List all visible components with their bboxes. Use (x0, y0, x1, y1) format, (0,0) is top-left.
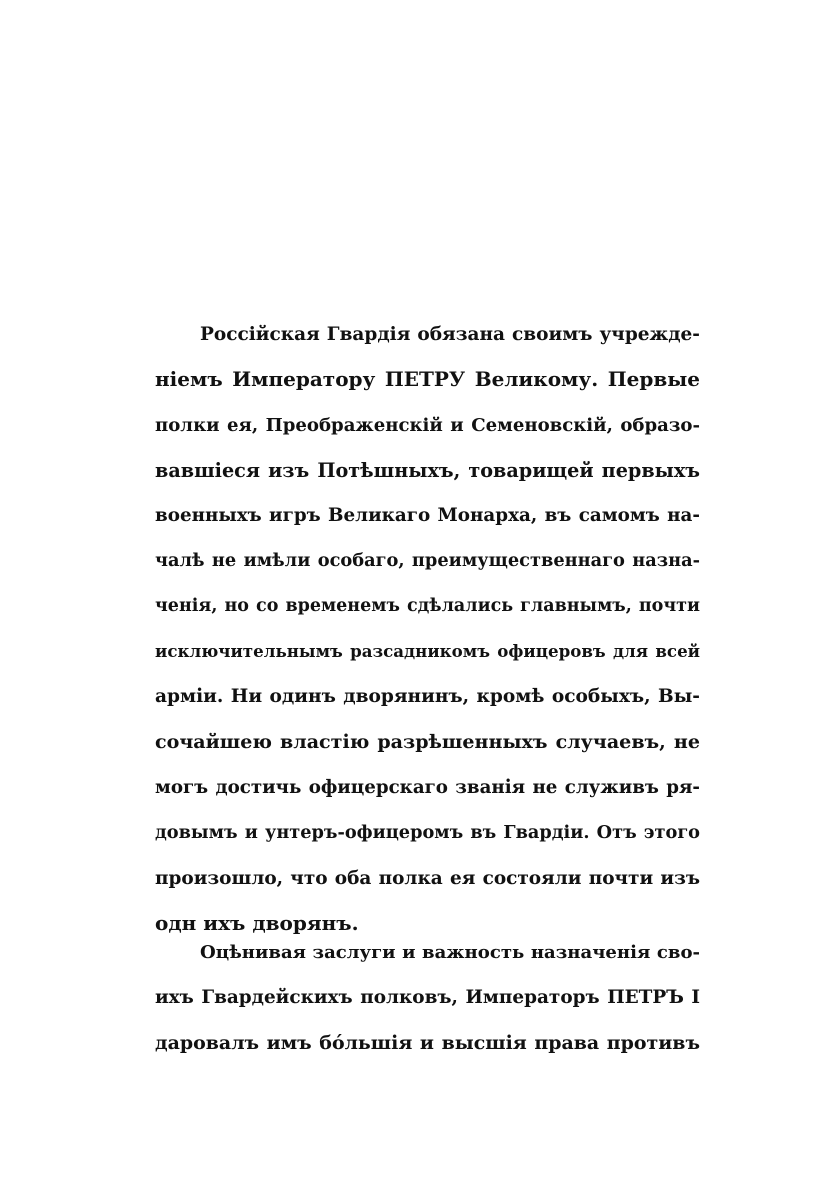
text-line: даровалъ имъ бóльшія и высшія права противъ (155, 1031, 700, 1054)
text-line: довымъ и унтеръ-офицеромъ въ Гвардіи. Отъ этого (155, 822, 700, 844)
text-line: произошло, что оба полка ея состояли почти изъ (155, 867, 700, 889)
text-line: вавшіеся изъ Потѣшныхъ, товарищей первыхъ (155, 458, 700, 482)
text-line: военныхъ игръ Великаго Монарха, въ самомъ на- (155, 505, 700, 527)
text-line: могъ достичь офицерскаго званія не служивъ ря- (155, 776, 700, 798)
text-line: арміи. Ни одинъ дворянинъ, кромѣ особыхъ, Вы- (155, 686, 700, 708)
text-line: Оцѣнивая заслуги и важность назначенія сво- (200, 942, 700, 963)
text-line: полки ея, Преображенскій и Семеновскій, образо- (155, 414, 700, 436)
text-line: исключительнымъ разсадникомъ офицеровъ для всей (155, 641, 700, 662)
paragraph-guard-founding (155, 312, 700, 946)
text-line: ихъ Гвардейскихъ полковъ, Императоръ ПЕТРЪ I (155, 987, 700, 1009)
text-line: ченія, но со временемъ сдѣлались главнымъ, почти (155, 595, 700, 616)
paragraph-guard-privileges (155, 930, 700, 1066)
text-line: сочайшею властію разрѣшенныхъ случаевъ, не (155, 730, 700, 753)
text-line: одн ихъ дворянъ. (155, 910, 359, 935)
text-line: Россійская Гвардія обязана своимъ учрежде- (200, 324, 700, 345)
text-line: чалѣ не имѣли особаго, преимущественнаго назна- (155, 550, 700, 572)
text-line: ніемъ Императору ПЕТРУ Великому. Первые (155, 367, 700, 392)
